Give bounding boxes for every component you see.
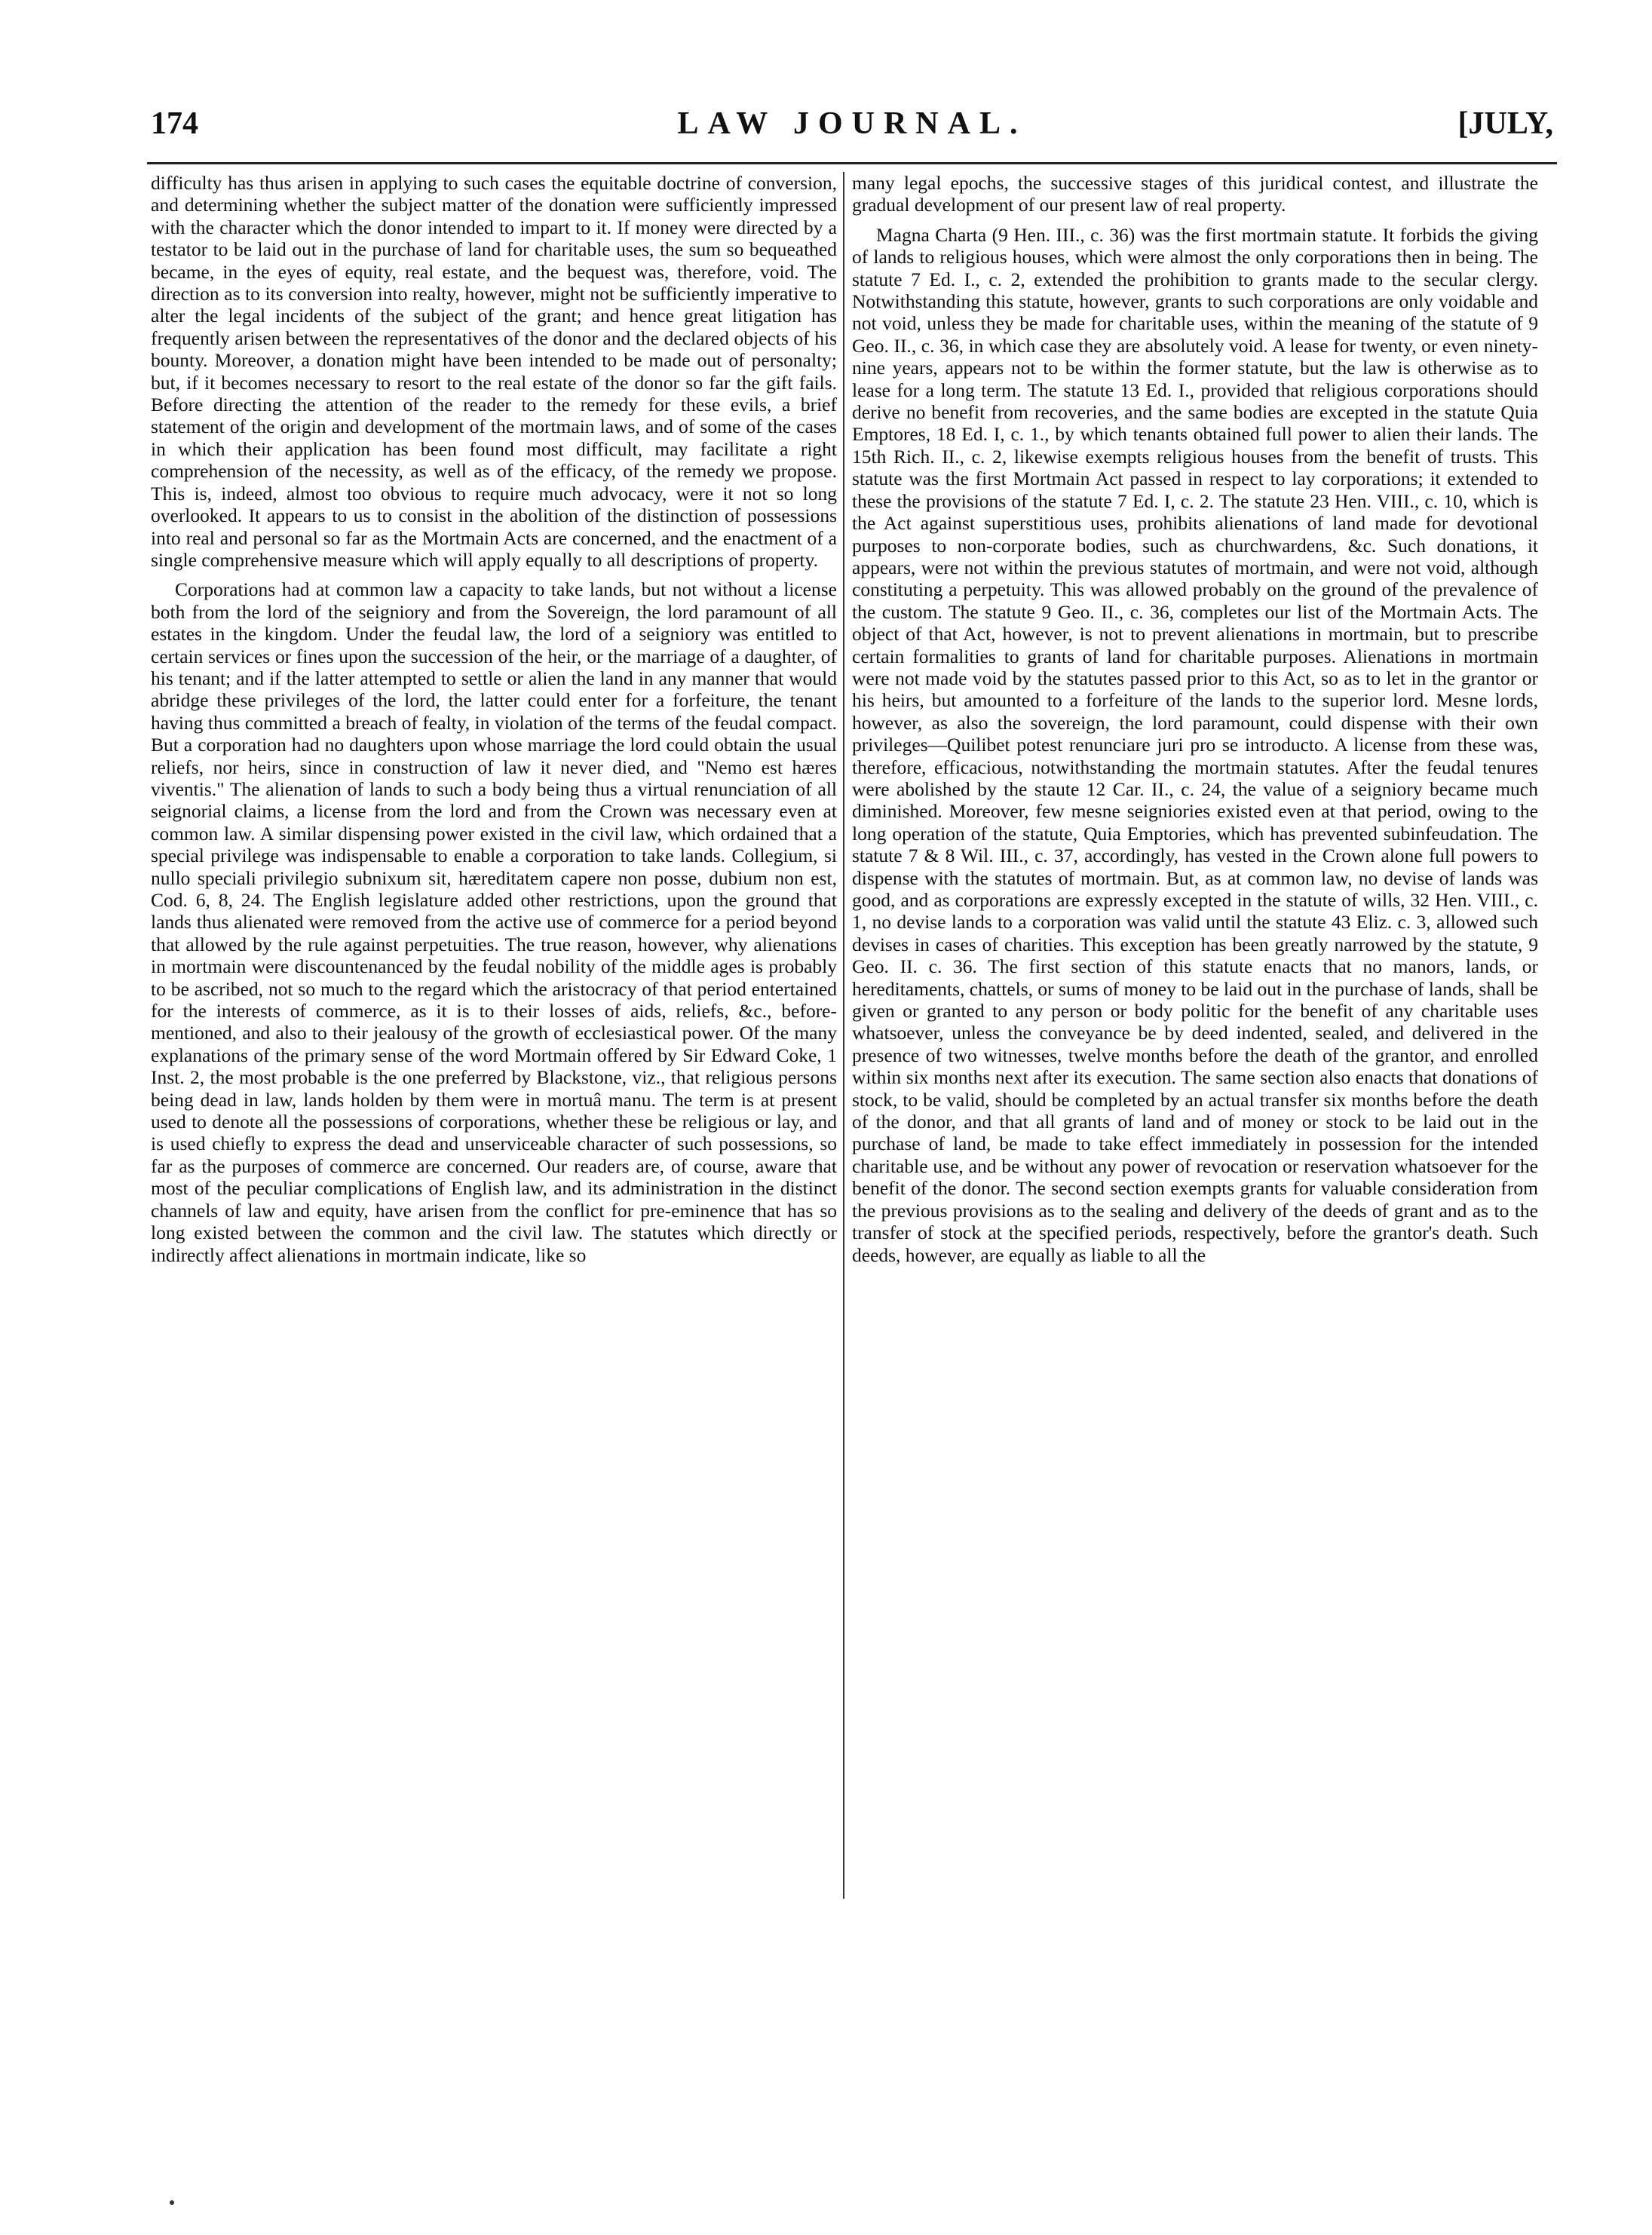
paragraph: Corporations had at common law a capacity to take lands, but not without a license both from the lord of the seigniory and from the Sovereign, the lord paramount of all estates in the kingdom. Under the feudal law, the lord of a seigniory was entitled to certain services or fines upon the succession of the heir, or the marriage of a daughter, of his tenant; and if the latter attempted to settle or alien the land in any manner that would abridge these privileges of the lord, the latter could enter for a forfeiture, the tenant having thus committed a breach of fealty, in violation of the terms of the feudal compact. But a corporation had no daughters upon whose marriage the lord could obtain the usual reliefs, nor heirs, since in construction of law it never died, and "Nemo est hæres viventis." The alienation of lands to such a body being thus a virtual renunciation of all seignorial claims, a license from the lord and from the Crown was necessary even at common law. A similar dispensing power existed in the civil law, which ordained that a special privilege was indispensable to enable a corporation to take lands. Collegium, si nullo speciali privilegio subnixum sit, hæreditatem capere non posse, dubium non est, Cod. 6, 8, 24. The English legislature added other restrictions, upon the ground that lands thus alienated were removed from the active use of commerce for a period beyond that allowed by the rule against perpetuities. The true reason, however, why alienations in mortmain were discountenanced by the feudal nobility of the middle ages is probably to be ascribed, not so much to the regard which the aristocracy of that period entertained for the interests of commerce, as it is to their losses of aids, reliefs, &c., before-mentioned, and also to their jealousy of the growth of ecclesiastical power. Of the many explanations of the primary sense of the word Mortmain offered by Sir Edward Coke, 1 Inst. 2, the most probable is the one preferred by Blackstone, viz., that religious persons being dead in law, lands holden by them were in mortuâ manu. The term is at present used to denote all the possessions of corporations, whether these be religious or lay, and is used chiefly to express the dead and unserviceable character of such possessions, so far as the purposes of commerce are concerned. Our readers are, of course, aware that most of the peculiar complications of English law, and its administration in the distinct channels of law and equity, have arisen from the conflict for pre-eminence that has so long existed between the common and the civil law. The statutes which directly or indirectly affect alienations in mortmain indicate, like so (151, 578, 837, 1266)
column-divider (843, 172, 844, 1899)
paragraph: Magna Charta (9 Hen. III., c. 36) was the first mortmain statute. It forbids the giving of lands to religious houses, which were almost the only corporations then in being. The statute 7 Ed. I., c. 2, extended the prohibition to grants made to the secular clergy. Notwithstanding this statute, however, grants to such corporations are only voidable and not void, unless they be made for charitable uses, within the meaning of the statute of 9 Geo. II., c. 36, in which case they are absolutely void. A lease for twenty, or even ninety-nine years, appears not to be within the former statute, but the law is otherwise as to lease for a long term. The statute 13 Ed. I., provided that religious corporations should derive no benefit from recoveries, and the same bodies are excepted in the statute Quia Emptores, 18 Ed. I, c. 1., by which tenants obtained full power to alien their lands. The 15th Rich. II., c. 2, likewise exempts religious houses from the benefit of trusts. This statute was the first Mortmain Act passed in respect to lay corporations; it extended to these the provisions of the statute 7 Ed. I, c. 2. The statute 23 Hen. VIII., c. 10, which is the Act against superstitious uses, prohibits alienations of land made for devotional purposes to non-corporate bodies, such as churchwardens, &c. Such donations, it appears, were not within the previous statutes of mortmain, and were not void, although constituting a perpetuity. This was allowed probably on the ground of the prevalence of the custom. The statute 9 Geo. II., c. 36, completes our list of the Mortmain Acts. The object of that Act, however, is not to prevent alienations in mortmain, but to prescribe certain formalities to grants of land for charitable purposes. Alienations in mortmain were not made void by the statutes passed prior to this Act, so as to let in the grantor or his heirs, but amounted to a forfeiture of the lands to the superior lord. Mesne lords, however, as also the sovereign, the lord paramount, could dispense with their own privileges—Quilibet potest renunciare juri pro se introducto. A license from these was, therefore, efficacious, notwithstanding the mortmain statutes. After the feudal tenures were abolished by the staute 12 Car. II., c. 24, the value of a seigniory became much diminished. Moreover, few mesne seigniories existed even at that period, owing to the long operation of the statute, Quia Emptories, which has prevented subinfeudation. The statute 7 & 8 Wil. III., c. 37, accordingly, has vested in the Crown alone full powers to dispense with the statutes of mortmain. But, as at common law, no devise of lands was good, and as corporations are expressly excepted in the statute of wills, 32 Hen. VIII., c. 1, no devise lands to a corporation was valid until the statute 43 Eliz. c. 3, allowed such devises in cases of charities. This exception has been greatly narrowed by the statute, 9 Geo. II. c. 36. The first section of this statute enacts that no manors, lands, or hereditaments, chattels, or sums of money to be laid out in the purchase of lands, shall be given or granted to any person or body politic for the benefit of any charitable uses whatsoever, unless the conveyance be by deed indented, sealed, and delivered in the presence of two witnesses, twelve months before the death of the grantor, and enrolled within six months next after its execution. The same section also enacts that donations of stock, to be valid, should be completed by an actual transfer six months before the death of the donor, and that all grants of land and of money or stock to be laid out in the purchase of land, be made to take effect immediately in possession for the intended charitable use, and be without any power of revocation or reservation whatsoever for the benefit of the donor. The second section exempts grants for valuable consideration from the previous provisions as to the sealing and delivery of the deeds of grant and as to the transfer of stock at the specified periods, respectively, before the grantor's death. Such deeds, however, are equally as liable to all the (852, 223, 1538, 1266)
header-date: [JULY, (1457, 106, 1553, 141)
print-mark (170, 2200, 174, 2205)
left-column (151, 172, 837, 1906)
running-title: LAW JOURNAL. (677, 106, 1027, 141)
right-column (852, 172, 1538, 1906)
header-rule (147, 162, 1557, 164)
page-header (151, 106, 1553, 151)
page-number: 174 (151, 106, 198, 141)
paragraph: difficulty has thus arisen in applying to such cases the equitable doctrine of conversion, and determining whether the subject matter of the donation were sufficiently impressed with the character which the donor intended to impart to it. If money were directed by a testator to be laid out in the purchase of land for charitable uses, the sum so bequeathed became, in the eyes of equity, real estate, and the bequest was, therefore, void. The direction as to its conversion into realty, however, might not be sufficiently imperative to alter the legal incidents of the subject of the grant; and hence great litigation has frequently arisen between the representatives of the donor and the declared objects of his bounty. Moreover, a donation might have been intended to be made out of personalty; but, if it becomes necessary to resort to the real estate of the donor so far the gift fails. Before directing the attention of the reader to the remedy for these evils, a brief statement of the origin and development of the mortmain laws, and of some of the cases in which their application has been found most difficult, may facilitate a right comprehension of the necessity, as well as of the efficacy, of the remedy we propose. This is, indeed, almost too obvious to require much advocacy, were it not so long overlooked. It appears to us to consist in the abolition of the distinction of possessions into real and personal so far as the Mortmain Acts are concerned, and the enactment of a single comprehensive measure which will apply equally to all descriptions of property. (151, 172, 837, 571)
paragraph: many legal epochs, the successive stages of this juridical contest, and illustrate the gradual development of our present law of real property. (852, 172, 1538, 216)
